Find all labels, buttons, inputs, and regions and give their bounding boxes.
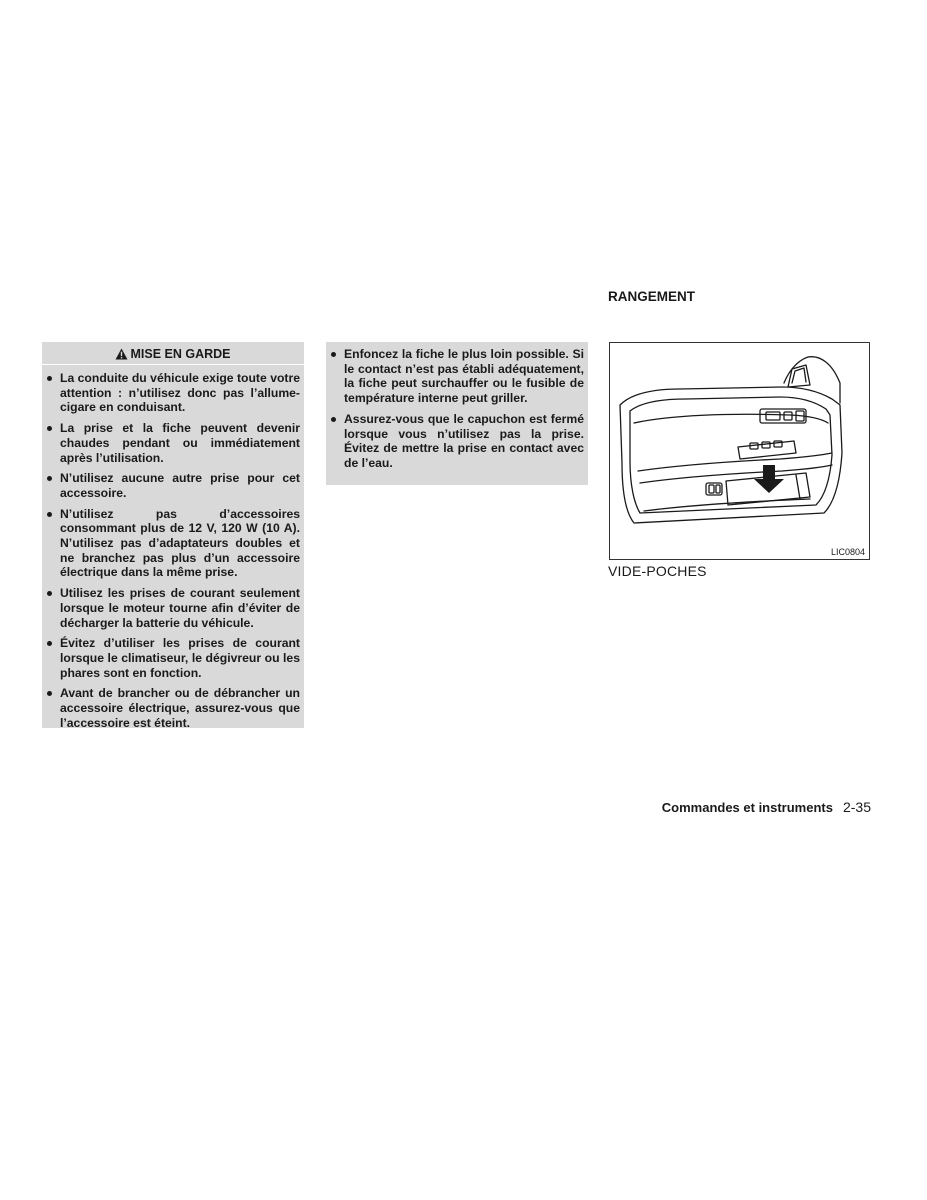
- warning-title: MISE EN GARDE: [42, 342, 304, 365]
- warning-item: Avant de brancher ou de débrancher un accessoire électrique, assurez-vous que l’accessoire est éteint.: [43, 686, 300, 730]
- door-pocket-figure: [609, 342, 870, 560]
- page-footer: [662, 799, 871, 815]
- bullet-icon: [331, 417, 336, 422]
- bullet-icon: [331, 352, 336, 357]
- warning-item: N’utilisez aucune autre prise pour cet accessoire.: [43, 471, 300, 500]
- bullet-icon: [47, 641, 52, 646]
- bullet-icon: [47, 376, 52, 381]
- door-panel-illustration: [610, 343, 869, 559]
- warning-item: N’utilisez pas d’accessoires consommant plus de 12 V, 120 W (10 A). N’utilisez pas d’adaptateurs doubles et ne branchez pas plus d’un accessoire électrique dans la même prise.: [43, 507, 300, 581]
- page-number: 2-35: [842, 799, 871, 815]
- bullet-icon: [47, 476, 52, 481]
- warning-item: La conduite du véhicule exige toute votre attention : n’utilisez donc pas l’allume-cigare en conduisant.: [43, 371, 300, 415]
- bullet-icon: [47, 512, 52, 517]
- bullet-icon: [47, 691, 52, 696]
- figure-caption: VIDE-POCHES: [608, 563, 707, 579]
- chapter-title: Commandes et instruments: [661, 800, 833, 815]
- warning-item: Utilisez les prises de courant seulement lorsque le moteur tourne afin d’éviter de décharger la batterie du véhicule.: [43, 586, 300, 630]
- figure-code: LIC0804: [830, 547, 865, 557]
- warning-list: [42, 365, 304, 730]
- bullet-icon: [47, 591, 52, 596]
- warning-box: [42, 342, 304, 728]
- warning-triangle-icon: [115, 348, 128, 360]
- bullet-icon: [47, 426, 52, 431]
- warning-item: Enfoncez la fiche le plus loin possible. Si le contact n’est pas établi adéquatement, la fiche peut surchauffer ou le fusible de température interne peut griller.: [327, 347, 584, 406]
- warning-continued-box: [326, 342, 588, 485]
- warning-item: Évitez d’utiliser les prises de courant lorsque le climatiseur, le dégivreur ou les phares sont en fonction.: [43, 636, 300, 680]
- warning-item: La prise et la fiche peuvent devenir chaudes pendant ou immédiatement après l’utilisation.: [43, 421, 300, 465]
- warning-item: Assurez-vous que le capuchon est fermé lorsque vous n’utilisez pas la prise. Évitez de mettre la prise en contact avec de l’eau.: [327, 412, 584, 471]
- section-title: RANGEMENT: [608, 289, 695, 304]
- warning-continued-list: [326, 342, 588, 471]
